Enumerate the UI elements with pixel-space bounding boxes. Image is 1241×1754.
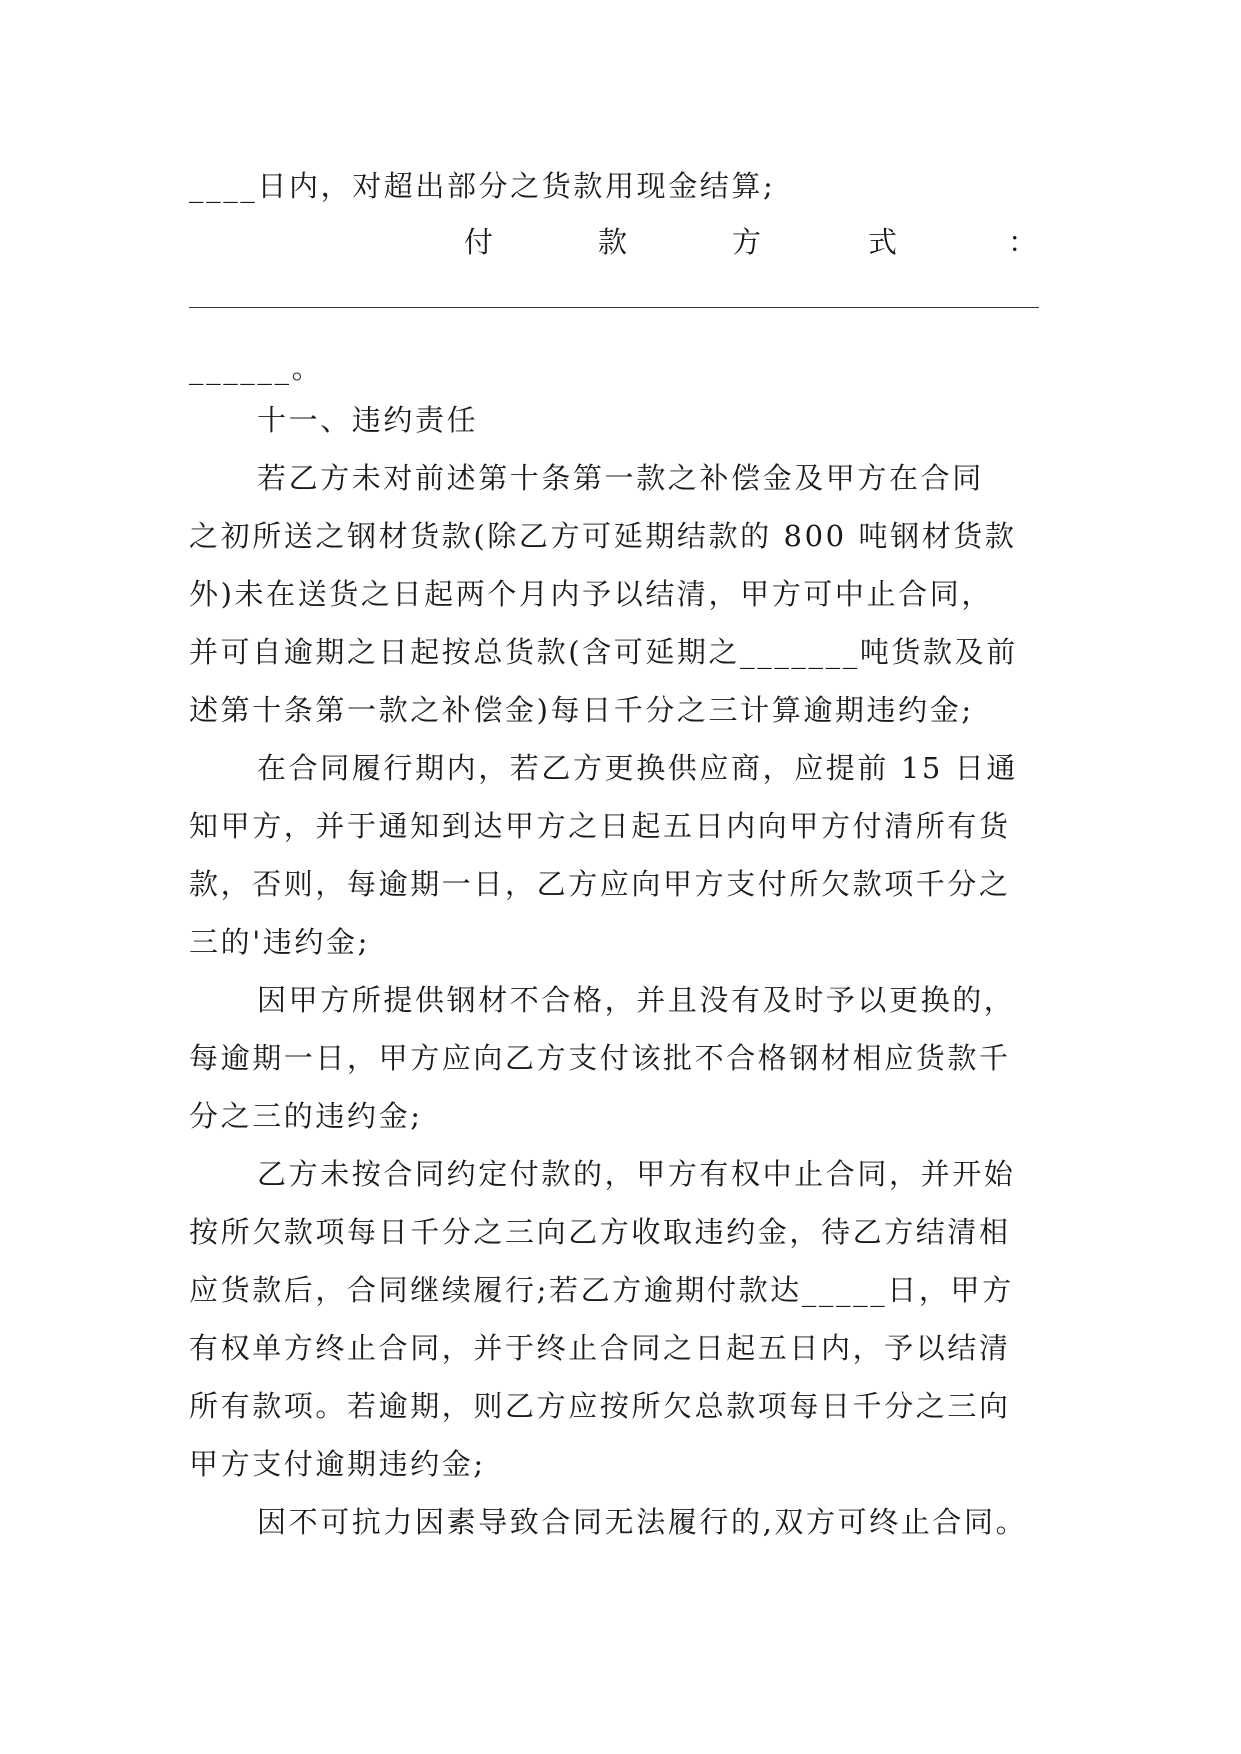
paragraph-line: 每逾期一日，甲方应向乙方支付该批不合格钢材相应货款千 bbox=[189, 1041, 1011, 1075]
paragraph-line: 分之三的违约金; bbox=[189, 1099, 423, 1133]
payment-method-char: 式 bbox=[868, 225, 898, 259]
paragraph-line: 乙方未按合同约定付款的，甲方有权中止合同，并开始 bbox=[257, 1157, 1016, 1191]
paragraph-line: 所有款项。若逾期，则乙方应按所欠总款项每日千分之三向 bbox=[189, 1389, 1011, 1423]
paragraph-line: 因甲方所提供钢材不合格，并且没有及时予以更换的， bbox=[257, 983, 1016, 1017]
paragraph-line: 之初所送之钢材货款(除乙方可延期结款的 800 吨钢材货款 bbox=[189, 519, 1017, 553]
text-line-blank-end: ______。 bbox=[189, 351, 324, 385]
paragraph-line: 因不可抗力因素导致合同无法履行的,双方可终止合同。 bbox=[257, 1505, 1028, 1539]
payment-method-char: ： bbox=[1008, 225, 1038, 259]
payment-method-char: 款 bbox=[598, 225, 628, 259]
paragraph-line: 甲方支付逾期违约金; bbox=[189, 1447, 486, 1481]
text-line-cash-settlement: ____日内，对超出部分之货款用现金结算; bbox=[189, 169, 776, 203]
paragraph-line: 在合同履行期内，若乙方更换供应商，应提前 15 日通 bbox=[257, 751, 1018, 785]
paragraph-line: 外)未在送货之日起两个月内予以结清，甲方可中止合同， bbox=[189, 577, 993, 611]
paragraph-line: 三的'违约金; bbox=[189, 925, 370, 959]
payment-method-char: 方 bbox=[732, 225, 762, 259]
paragraph-line: 述第十条第一款之补偿金)每日千分之三计算逾期违约金; bbox=[189, 693, 974, 727]
paragraph-line: 款，否则，每逾期一日，乙方应向甲方支付所欠款项千分之 bbox=[189, 867, 1011, 901]
paragraph-line: 有权单方终止合同，并于终止合同之日起五日内，予以结清 bbox=[189, 1331, 1011, 1365]
paragraph-line: 按所欠款项每日千分之三向乙方收取违约金，待乙方结清相 bbox=[189, 1215, 1011, 1249]
paragraph-line: 并可自逾期之日起按总货款(含可延期之_______吨货款及前 bbox=[189, 635, 1018, 669]
payment-method-char: 付 bbox=[464, 225, 494, 259]
paragraph-line: 知甲方，并于通知到达甲方之日起五日内向甲方付清所有货 bbox=[189, 809, 1011, 843]
paragraph-line: 应货款后，合同继续履行;若乙方逾期付款达_____日，甲方 bbox=[189, 1273, 1014, 1307]
payment-method-label bbox=[0, 222, 1241, 262]
paragraph-line: 若乙方未对前述第十条第一款之补偿金及甲方在合同 bbox=[257, 461, 984, 495]
section-heading-breach-liability: 十一、违约责任 bbox=[257, 403, 479, 437]
blank-fill-line bbox=[189, 307, 1039, 308]
